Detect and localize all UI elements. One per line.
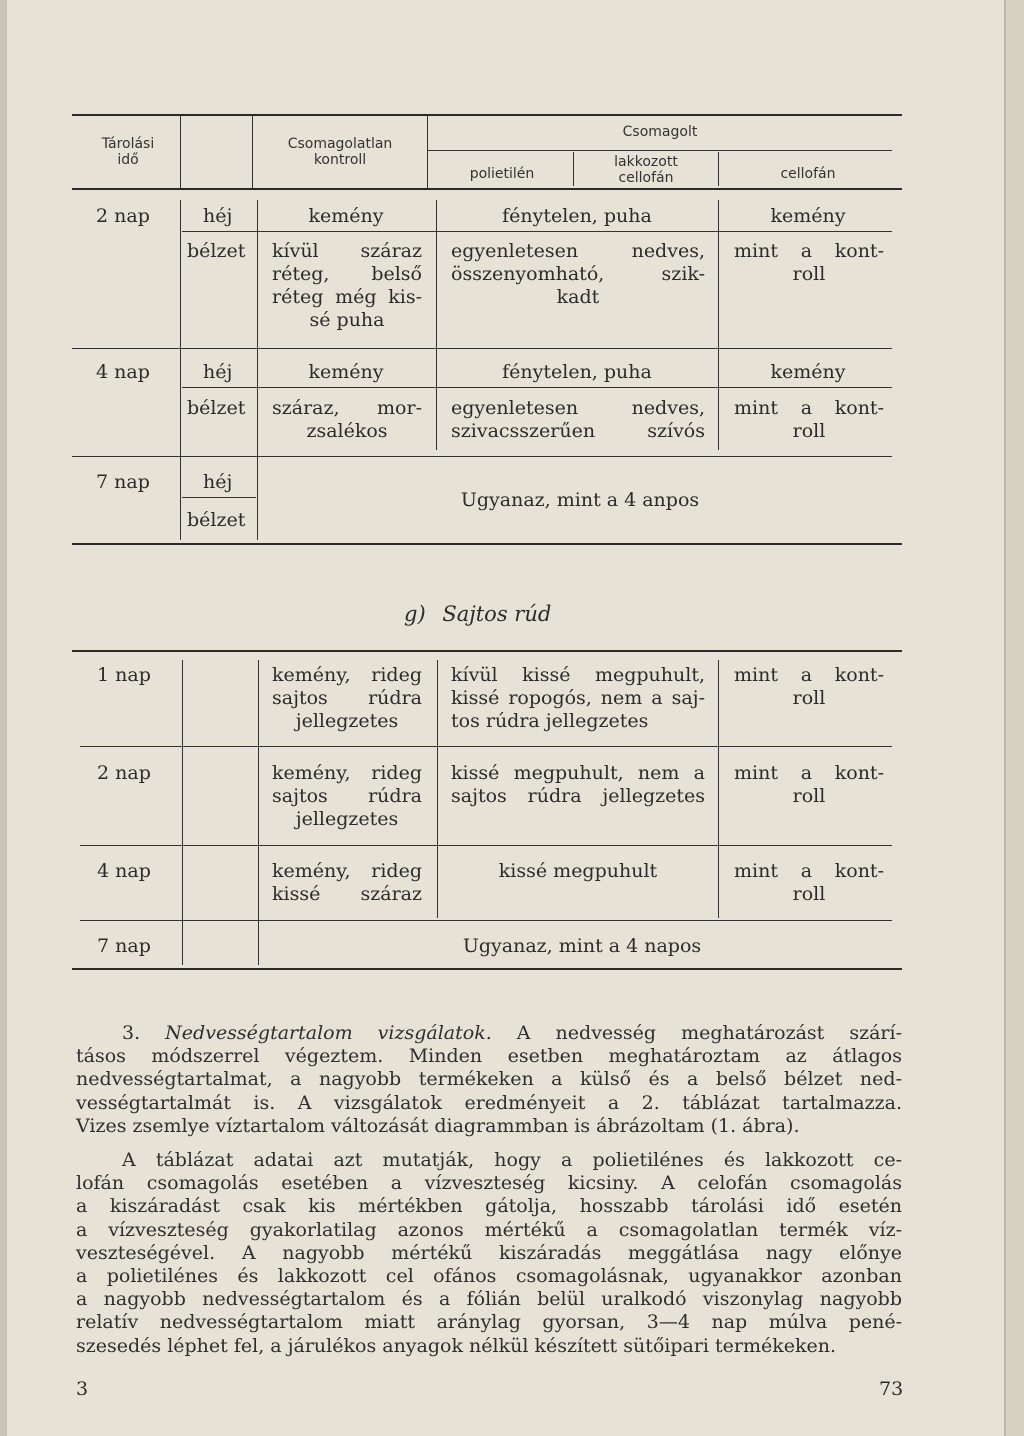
paragraph-line: tásos módszerrel végeztem. Minden esetben meghatároztam az átlagos	[76, 1045, 902, 1068]
section-title: Nedvességtartalom vizsgálatok.	[165, 1022, 492, 1044]
page-edge	[1004, 0, 1024, 1436]
crumb-label: bélzet	[187, 397, 246, 419]
row-separator	[80, 845, 892, 846]
paragraph-line: A táblázat adatai azt mutatják, hogy a polietilénes és lakkozott ce-	[122, 1149, 902, 1171]
paragraph-line: a nagyobb nedvességtartalom és a fólián belül uralkodó viszonylag nagyobb	[76, 1288, 902, 1311]
column-divider	[573, 152, 574, 186]
crust-polyethylene: fénytelen, puha	[502, 361, 652, 383]
row-day: 4 nap	[96, 361, 150, 383]
header-unpacked-control: Csomagolatlan kontroll	[287, 136, 393, 168]
row-day: 2 nap	[97, 762, 151, 784]
paragraph-line: a vízveszteség gyakorlatilag azonos mértékű a csomagolatlan termék víz-	[76, 1218, 902, 1241]
row-separator	[72, 348, 892, 349]
cell-separator	[182, 231, 892, 232]
merged-cell: Ugyanaz, mint a 4 napos	[462, 935, 702, 957]
column-divider	[180, 116, 181, 188]
row-day: 1 nap	[97, 664, 151, 686]
row-day: 4 nap	[97, 860, 151, 882]
crust-polyethylene: fénytelen, puha	[502, 205, 652, 227]
column-divider	[718, 200, 719, 450]
crust-control: kemény	[308, 361, 384, 383]
section-number: 3.	[122, 1022, 141, 1044]
header-polyethylene: polietilén	[469, 166, 535, 182]
crust-label: héj	[203, 361, 233, 383]
row-day: 2 nap	[96, 205, 150, 227]
paragraph-line: veszteségével. A nagyobb mértékű kiszáradás meggátlása nagy előnye	[76, 1241, 902, 1264]
header-subrule	[427, 150, 892, 151]
column-divider	[427, 116, 428, 188]
crust-label: héj	[203, 205, 233, 227]
paragraph-line: nedvességtartalmat, a nagyobb termékeken a külső és a belső bélzet ned-	[76, 1068, 902, 1091]
cell-separator	[182, 497, 256, 498]
cell-separator	[182, 387, 892, 388]
polyethylene-cell: kissé megpuhult	[498, 860, 658, 882]
crust-cellophane: kemény	[770, 205, 846, 227]
table-bottom-rule	[72, 968, 902, 970]
column-divider	[252, 116, 253, 188]
table-header-rule	[72, 188, 902, 190]
crust-control: kemény	[308, 205, 384, 227]
paragraph-line: Vizes zsemlye víztartalom változását diagrammban is ábrázoltam (1. ábra).	[76, 1114, 800, 1137]
signature-mark: 3	[76, 1378, 89, 1400]
crumb-label: bélzet	[187, 509, 246, 531]
page-edge	[0, 0, 7, 1436]
merged-cell: Ugyanaz, mint a 4 anpos	[460, 489, 700, 511]
column-divider	[718, 152, 719, 186]
paragraph-line: vességtartalmát is. A vizsgálatok eredményeit a 2. táblázat tartalmazza.	[76, 1091, 902, 1114]
paragraph-line: a polietilénes és lakkozott cel ofános csomagolásnak, ugyanakkor azonban	[76, 1264, 902, 1287]
caption-title: Sajtos rúd	[442, 602, 552, 626]
header-lacquered-cellophane: lakkozott cellofán	[614, 154, 678, 186]
table-top-rule	[72, 114, 902, 116]
column-divider	[718, 660, 719, 918]
column-divider	[436, 200, 437, 450]
crust-cellophane: kemény	[770, 361, 846, 383]
crumb-label: bélzet	[187, 240, 246, 262]
column-divider	[437, 660, 438, 918]
row-day: 7 nap	[97, 935, 151, 957]
table-top-rule	[72, 650, 902, 652]
paragraph-line: szesedés léphet fel, a járulékos anyagok nélkül készített sütőipari termékeken.	[76, 1334, 837, 1357]
caption-letter: g)	[404, 602, 426, 626]
column-divider	[180, 200, 181, 540]
paragraph-1	[76, 1022, 902, 1138]
paragraph-2	[76, 1149, 902, 1358]
paragraph-line	[76, 1022, 902, 1045]
row-separator	[80, 746, 892, 747]
table-bottom-rule	[72, 543, 902, 545]
crust-label: héj	[203, 471, 233, 493]
page-number: 73	[879, 1378, 904, 1400]
row-separator	[72, 456, 892, 457]
table-caption	[404, 603, 551, 626]
header-packed: Csomagolt	[622, 124, 698, 140]
header-cellophane: cellofán	[780, 166, 836, 182]
paragraph-line: relatív nedvességtartalom miatt aránylag gyorsan, 3—4 nap múlva pené-	[76, 1311, 902, 1334]
row-day: 7 nap	[96, 471, 150, 493]
paragraph-line: a kiszáradást csak kis mértékben gátolja, hosszabb tárolási idő esetén	[76, 1195, 902, 1218]
row-separator	[80, 920, 892, 921]
paragraph-text: A nedvesség meghatározást szárí-	[516, 1022, 902, 1044]
paragraph-line: lofán csomagolás esetében a vízveszteség kicsiny. A celofán csomagolás	[76, 1172, 902, 1195]
header-storage-time: Tárolási idő	[101, 136, 155, 168]
